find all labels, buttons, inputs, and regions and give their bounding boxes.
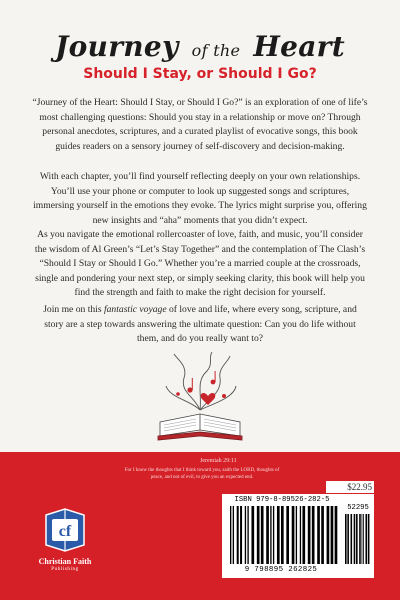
price-barcode <box>345 514 371 564</box>
publisher-subtitle: Publishing <box>51 567 79 572</box>
title-part-1: Journey <box>55 30 179 63</box>
p4-emphasis: fantastic voyage <box>103 304 167 315</box>
svg-text:cf: cf <box>58 523 72 540</box>
ean-barcode <box>230 506 340 564</box>
price-code: 52295 <box>347 504 369 512</box>
blurb-paragraph-1: “Journey of the Heart: Should I Stay, or Should I Go?” is an exploration of one of life’s most challenging questions: Should you stay in a relationship or move on? Through personal anecdotes, scriptures, and a curated playlist of evocative songs, this book guides readers on a sensory journey of self-discovery and decision-making. <box>32 97 368 152</box>
blurb-paragraph-3: As you navigate the emotional rollercoaster of love, faith, and music, you’ll consider the wisdom of Al Green’s “Let’s Stay Together” and the contemplation of The Clash’s “Should I Stay or Should I Go.” Whether you’re a married couple at the crossroads, single and pondering your next step, or simply seeking clarity, this book will help you find the strength and faith to make the right decision for yourself. <box>34 229 366 298</box>
blurb-paragraph-2: With each chapter, you’ll find yourself reflecting deeply on your own relationships. You’ll use your phone or computer to look up suggested songs and scriptures, immersing yourself in the emotions they evoke. The lyrics might surprise you, offering new insights and “aha” moments that you didn’t expect. <box>33 171 367 226</box>
verse-reference: Jeremiah 29:11 <box>200 458 237 464</box>
publisher-logo-icon <box>40 505 90 555</box>
blurb-paragraph-4 <box>40 303 360 347</box>
verse-text: For I know the thoughts that I think toward you, saith the LORD, thoughts of peace, and not of evil, to give you an expected end. <box>124 468 280 480</box>
barcode-panel <box>222 494 374 578</box>
p4-text-b: of love and life, where every song, scripture, and story are a step towards answering the ultimate question: Can you do life without them, and do you really want to? <box>44 304 357 344</box>
price-label: $22.95 <box>326 481 374 493</box>
open-bible-music-illustration <box>150 352 250 448</box>
ean-digits: 9 798895 262825 <box>244 566 318 574</box>
isbn-number: ISBN 979-8-89526-282-5 <box>234 496 330 504</box>
book-title <box>0 30 400 63</box>
p4-text-a: Join me on this <box>43 304 104 315</box>
title-part-2: Heart <box>253 30 345 63</box>
title-of-the: of the <box>191 41 241 60</box>
publisher-name: Christian Faith <box>38 557 92 566</box>
book-subtitle: Should I Stay, or Should I Go? <box>83 66 317 82</box>
